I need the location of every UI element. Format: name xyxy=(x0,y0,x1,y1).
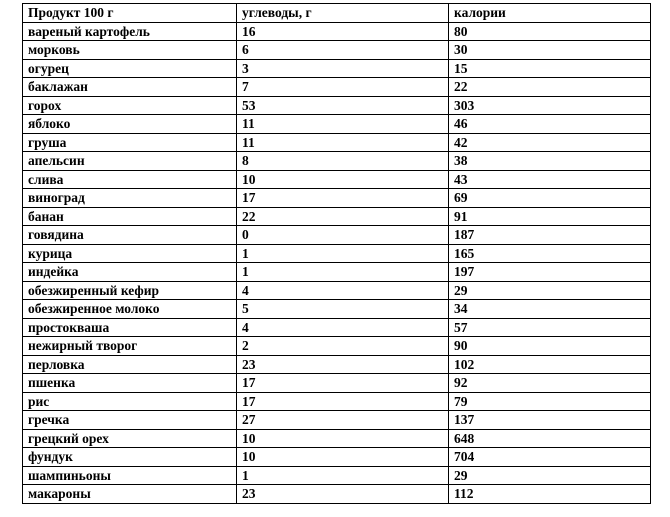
cell-calories: 80 xyxy=(449,22,651,41)
cell-carbs: 23 xyxy=(237,485,449,504)
table-row xyxy=(23,41,651,60)
cell-product: курица xyxy=(23,244,237,263)
table-row xyxy=(23,318,651,337)
header-carbs: углеводы, г xyxy=(237,4,449,23)
cell-carbs: 0 xyxy=(237,226,449,245)
nutrition-table xyxy=(22,3,651,504)
table-row xyxy=(23,485,651,504)
cell-carbs: 6 xyxy=(237,41,449,60)
cell-calories: 102 xyxy=(449,355,651,374)
cell-calories: 22 xyxy=(449,78,651,97)
cell-carbs: 4 xyxy=(237,281,449,300)
table-row xyxy=(23,59,651,78)
table-row xyxy=(23,337,651,356)
table-row xyxy=(23,226,651,245)
cell-calories: 34 xyxy=(449,300,651,319)
cell-calories: 38 xyxy=(449,152,651,171)
cell-product: слива xyxy=(23,170,237,189)
cell-product: грецкий орех xyxy=(23,429,237,448)
table-row xyxy=(23,189,651,208)
table-row xyxy=(23,411,651,430)
table-row xyxy=(23,78,651,97)
cell-calories: 187 xyxy=(449,226,651,245)
cell-carbs: 10 xyxy=(237,429,449,448)
table-body xyxy=(23,22,651,503)
cell-carbs: 4 xyxy=(237,318,449,337)
cell-calories: 165 xyxy=(449,244,651,263)
table-row xyxy=(23,244,651,263)
cell-calories: 112 xyxy=(449,485,651,504)
cell-carbs: 17 xyxy=(237,189,449,208)
table-row xyxy=(23,281,651,300)
table-row xyxy=(23,133,651,152)
cell-carbs: 1 xyxy=(237,244,449,263)
cell-carbs: 3 xyxy=(237,59,449,78)
cell-carbs: 1 xyxy=(237,466,449,485)
table-row xyxy=(23,392,651,411)
table-row xyxy=(23,300,651,319)
cell-calories: 30 xyxy=(449,41,651,60)
cell-product: индейка xyxy=(23,263,237,282)
cell-product: макароны xyxy=(23,485,237,504)
cell-product: баклажан xyxy=(23,78,237,97)
cell-carbs: 5 xyxy=(237,300,449,319)
table-row xyxy=(23,152,651,171)
cell-carbs: 17 xyxy=(237,374,449,393)
cell-carbs: 10 xyxy=(237,170,449,189)
table-row xyxy=(23,263,651,282)
cell-product: перловка xyxy=(23,355,237,374)
table-row xyxy=(23,374,651,393)
cell-calories: 46 xyxy=(449,115,651,134)
table-row xyxy=(23,115,651,134)
cell-product: горох xyxy=(23,96,237,115)
table-row xyxy=(23,170,651,189)
cell-calories: 137 xyxy=(449,411,651,430)
cell-product: банан xyxy=(23,207,237,226)
cell-product: говядина xyxy=(23,226,237,245)
cell-carbs: 17 xyxy=(237,392,449,411)
cell-calories: 704 xyxy=(449,448,651,467)
table-row xyxy=(23,466,651,485)
table-row xyxy=(23,207,651,226)
cell-carbs: 7 xyxy=(237,78,449,97)
table-row xyxy=(23,22,651,41)
cell-product: фундук xyxy=(23,448,237,467)
cell-product: обезжиренный кефир xyxy=(23,281,237,300)
cell-calories: 69 xyxy=(449,189,651,208)
cell-calories: 29 xyxy=(449,281,651,300)
cell-product: рис xyxy=(23,392,237,411)
cell-product: огурец xyxy=(23,59,237,78)
cell-calories: 91 xyxy=(449,207,651,226)
header-calories: калории xyxy=(449,4,651,23)
cell-carbs: 11 xyxy=(237,115,449,134)
cell-product: яблоко xyxy=(23,115,237,134)
cell-calories: 90 xyxy=(449,337,651,356)
cell-product: обезжиренное молоко xyxy=(23,300,237,319)
cell-product: апельсин xyxy=(23,152,237,171)
nutrition-table-container xyxy=(22,3,650,504)
cell-carbs: 2 xyxy=(237,337,449,356)
cell-product: шампиньоны xyxy=(23,466,237,485)
table-row xyxy=(23,448,651,467)
cell-calories: 92 xyxy=(449,374,651,393)
cell-carbs: 53 xyxy=(237,96,449,115)
table-row xyxy=(23,96,651,115)
cell-product: пшенка xyxy=(23,374,237,393)
cell-carbs: 10 xyxy=(237,448,449,467)
cell-product: виноград xyxy=(23,189,237,208)
cell-carbs: 27 xyxy=(237,411,449,430)
table-row xyxy=(23,355,651,374)
cell-calories: 29 xyxy=(449,466,651,485)
table-header-row xyxy=(23,4,651,23)
cell-calories: 79 xyxy=(449,392,651,411)
cell-calories: 648 xyxy=(449,429,651,448)
cell-carbs: 22 xyxy=(237,207,449,226)
table-row xyxy=(23,429,651,448)
cell-product: простокваша xyxy=(23,318,237,337)
cell-carbs: 23 xyxy=(237,355,449,374)
cell-product: вареный картофель xyxy=(23,22,237,41)
cell-calories: 15 xyxy=(449,59,651,78)
cell-calories: 57 xyxy=(449,318,651,337)
cell-calories: 197 xyxy=(449,263,651,282)
header-product: Продукт 100 г xyxy=(23,4,237,23)
cell-calories: 303 xyxy=(449,96,651,115)
cell-product: гречка xyxy=(23,411,237,430)
cell-carbs: 8 xyxy=(237,152,449,171)
cell-product: нежирный творог xyxy=(23,337,237,356)
cell-carbs: 11 xyxy=(237,133,449,152)
cell-product: груша xyxy=(23,133,237,152)
cell-carbs: 1 xyxy=(237,263,449,282)
cell-product: морковь xyxy=(23,41,237,60)
cell-carbs: 16 xyxy=(237,22,449,41)
cell-calories: 43 xyxy=(449,170,651,189)
cell-calories: 42 xyxy=(449,133,651,152)
